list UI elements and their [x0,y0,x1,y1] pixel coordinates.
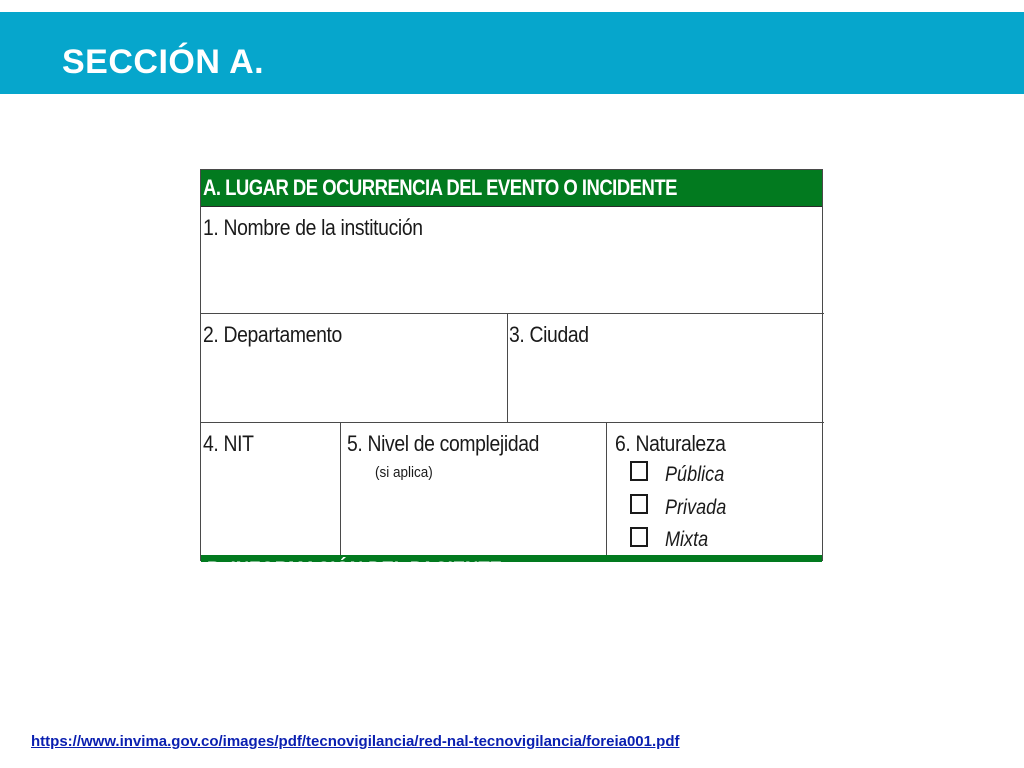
mixed-checkbox[interactable] [630,527,648,547]
column-divider [340,423,341,555]
incident-location-form [200,169,823,582]
row-divider [201,313,824,314]
next-section-header-cropped [201,555,822,582]
complexity-level-field-label: 5. Nivel de complejidad [347,431,540,456]
slide-title: SECCIÓN A. [62,43,265,81]
private-option-label: Privada [665,496,727,519]
form-section-header [201,170,822,207]
nit-field-label: 4. NIT [203,431,254,456]
department-field-label: 2. Departamento [203,322,342,347]
source-document-link[interactable]: https://www.invima.gov.co/images/pdf/tecnovigilancia/red-nal-tecnovigilancia/foreia001.pdf [31,733,680,750]
private-checkbox[interactable] [630,494,648,514]
institution-name-field-label: 1. Nombre de la institución [203,215,423,240]
form-section-title: A. LUGAR DE OCURRENCIA DEL EVENTO O INCIDENTE [203,175,677,200]
row-divider [201,422,824,423]
next-section-title-cropped: B. INFORMACIÓN DEL PACIENTE [207,557,503,582]
nature-field-label: 6. Naturaleza [615,431,726,456]
complexity-level-note: (si aplica) [375,464,433,481]
column-divider [606,423,607,555]
public-option-label: Pública [665,463,725,486]
city-field-label: 3. Ciudad [509,322,589,347]
mixed-option-label: Mixta [665,528,709,551]
column-divider [507,314,508,422]
public-checkbox[interactable] [630,461,648,481]
